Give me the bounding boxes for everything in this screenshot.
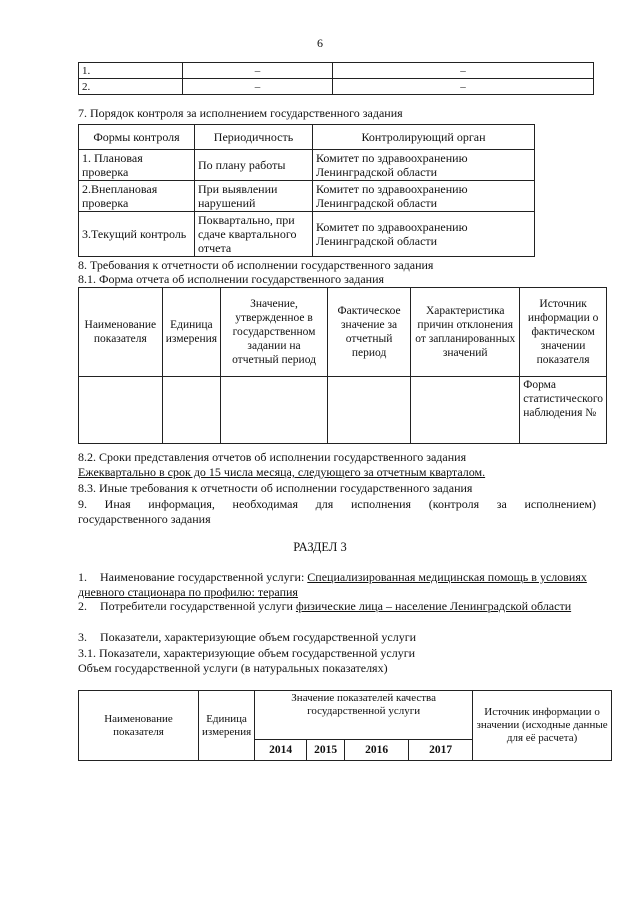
item3-text: Показатели, характеризующие объем государственной услуги (100, 630, 417, 644)
volume-table (78, 690, 612, 761)
year-header: 2014 (255, 740, 307, 761)
table-cell: Комитет по здравоохранению Ленинградской области (313, 212, 535, 257)
column-header: Формы контроля (79, 125, 195, 150)
table-cell: – (183, 63, 333, 79)
table-row (79, 212, 535, 257)
razdel3-item3: 3. Показатели, характеризующие объем государственной услуги (78, 630, 417, 644)
table-row (79, 63, 594, 79)
item2-prefix: Потребители государственной услуги (100, 599, 293, 613)
column-header: Фактическое значение за отчетный период (328, 288, 411, 377)
year-header: 2017 (409, 740, 473, 761)
section7-title: 7. Порядок контроля за исполнением государственного задания (78, 106, 403, 120)
table-cell: Комитет по здравоохранению Ленинградской области (313, 181, 535, 212)
table-header-row (79, 288, 607, 377)
razdel3-item2: 2. Потребители государственной услуги физические лица – население Ленинградской области (78, 599, 572, 613)
table-cell: – (183, 79, 333, 95)
control-table (78, 124, 535, 257)
table-cell: По плану работы (195, 150, 313, 181)
section8-1-title: 8.1. Форма отчета об исполнении государственного задания (78, 272, 385, 286)
column-header: Значение показателей качества государственной услуги (255, 691, 473, 740)
column-header: Значение, утвержденное в государственном задании на отчетный период (221, 288, 328, 377)
table-cell: – (333, 63, 594, 79)
column-header: Источник информации о фактическом значении показателя (520, 288, 607, 377)
column-header: Наименование показателя (79, 288, 163, 377)
page-number: 6 (317, 36, 323, 50)
column-header: Единица измерения (199, 691, 255, 761)
table-cell (328, 377, 411, 444)
volume-title: Объем государственной услуги (в натуральных показателях) (78, 661, 388, 675)
section8-2-value: Ежеквартально в срок до 15 числа месяца, следующего за отчетным кварталом. (78, 465, 486, 479)
section8-2-title: 8.2. Сроки представления отчетов об исполнении государственного задания (78, 450, 467, 464)
table-cell: – (333, 79, 594, 95)
table-cell: 1. (79, 63, 183, 79)
table-cell: Комитет по здравоохранению Ленинградской области (313, 150, 535, 181)
section8-3-title: 8.3. Иные требования к отчетности об исполнении государственного задания (78, 481, 473, 495)
column-header: Контролирующий орган (313, 125, 535, 150)
table-cell (411, 377, 520, 444)
section-title-razdel3: РАЗДЕЛ 3 (293, 540, 347, 554)
top-table (78, 62, 594, 95)
column-header: Наименование показателя (79, 691, 199, 761)
table-row (79, 181, 535, 212)
table-row (79, 150, 535, 181)
table-cell: 3.Текущий контроль (79, 212, 195, 257)
table-cell: 1. Плановая проверка (79, 150, 195, 181)
table-cell: Поквартально, при сдаче квартального отчета (195, 212, 313, 257)
item1-value: Специализированная медицинская помощь в условиях дневного стационара по профилю: терапия (78, 570, 587, 599)
year-header: 2015 (307, 740, 345, 761)
report-form-table (78, 287, 607, 444)
column-header: Единица измерения (162, 288, 220, 377)
column-header: Периодичность (195, 125, 313, 150)
table-cell (79, 377, 163, 444)
table-row (79, 377, 607, 444)
razdel3-item3-1: 3.1. Показатели, характеризующие объем государственной услуги (78, 646, 416, 660)
column-header: Источник информации о значении (исходные данные для её расчета) (473, 691, 612, 761)
table-row (79, 79, 594, 95)
table-cell (162, 377, 220, 444)
item2-value: физические лица – население Ленинградской области (295, 599, 572, 613)
table-cell: 2. (79, 79, 183, 95)
section8-title: 8. Требования к отчетности об исполнении государственного задания (78, 258, 434, 272)
table-header-row (79, 125, 535, 150)
year-header: 2016 (345, 740, 409, 761)
table-cell: 2.Внеплановая проверка (79, 181, 195, 212)
item9-line2: государственного задания (78, 512, 211, 526)
item9-line1: 9. Иная информация, необходимая для исполнения (контроля за исполнением) (78, 497, 596, 511)
razdel3-item1: 1. Наименование государственной услуги: Специализированная медицинская помощь в условиях дневного стационара по профилю: терапия (78, 570, 587, 599)
table-header-row (79, 691, 612, 740)
column-header: Характеристика причин отклонения от запланированных значений (411, 288, 520, 377)
table-cell: Форма статистического наблюдения № (520, 377, 607, 444)
item1-prefix: Наименование государственной услуги: (100, 570, 305, 584)
table-cell: При выявлении нарушений (195, 181, 313, 212)
table-cell (221, 377, 328, 444)
